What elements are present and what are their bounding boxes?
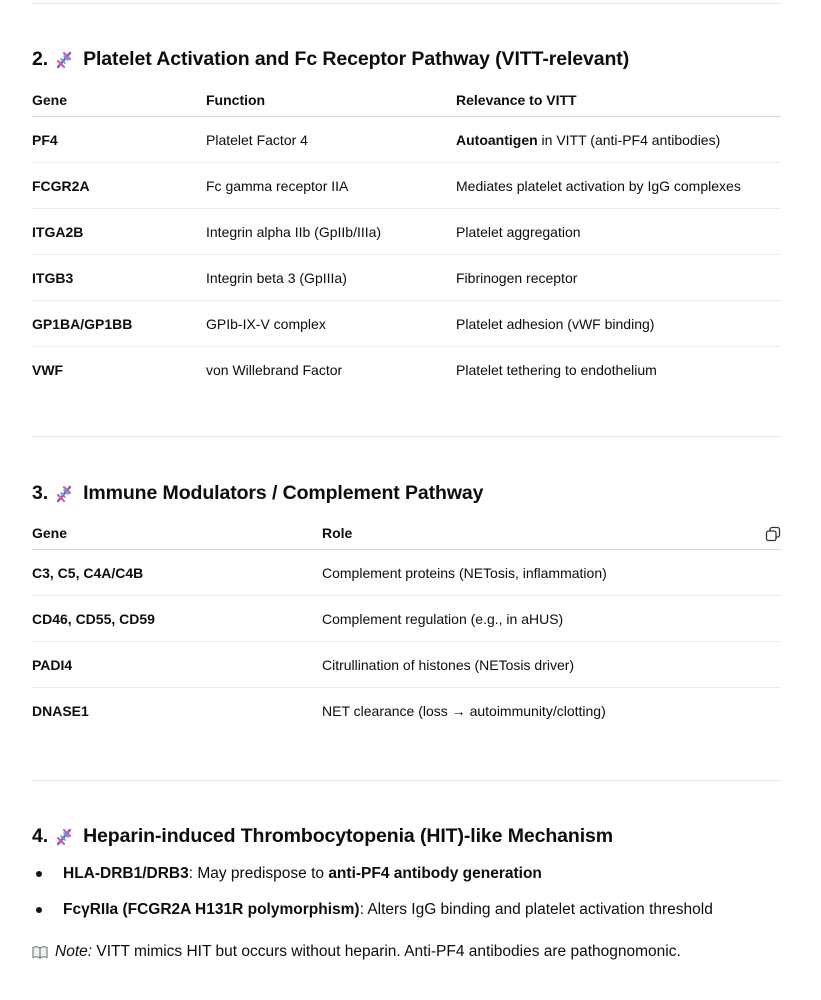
gene-cell: FCGR2A <box>32 163 206 209</box>
gene-cell: DNASE1 <box>32 702 89 719</box>
list-item-term: FcγRIIa (FCGR2A H131R polymorphism) <box>63 901 360 918</box>
divider-top <box>32 3 781 4</box>
table-row <box>32 596 781 642</box>
list-item <box>32 856 792 892</box>
column-header-gene: Gene <box>32 517 322 550</box>
column-header-gene: Gene <box>32 84 206 117</box>
list-item-text: : May predispose to <box>188 865 329 882</box>
table-header-row <box>32 517 781 550</box>
role-cell: Complement proteins (NETosis, inflammation) <box>322 550 781 596</box>
relevance-emphasis: Autoantigen <box>456 131 538 148</box>
column-header-role-label: Role <box>322 524 353 541</box>
section-4-heading <box>32 825 613 848</box>
relevance-cell: Platelet adhesion (vWF binding) <box>456 301 781 347</box>
table-row <box>32 550 781 596</box>
table-row <box>32 117 781 163</box>
role-cell: Complement regulation (e.g., in aHUS) <box>322 596 781 642</box>
book-icon <box>32 945 48 959</box>
divider-section-3 <box>32 436 781 437</box>
bullet-icon <box>36 907 42 913</box>
immune-modulators-table <box>32 517 781 733</box>
note-paragraph <box>32 940 681 964</box>
relevance-text: in VITT (anti-PF4 antibodies) <box>537 131 721 148</box>
section-2-heading <box>32 48 629 71</box>
gene-cell: C3, C5, C4A/C4B <box>32 550 322 596</box>
gene-cell: ITGA2B <box>32 209 206 255</box>
relevance-cell: Platelet tethering to endothelium <box>456 361 657 378</box>
section-3-number: 3. <box>32 482 49 504</box>
mechanism-list <box>32 856 792 928</box>
dna-icon <box>54 484 74 504</box>
gene-cell: GP1BA/GP1BB <box>32 301 206 347</box>
role-cell: Citrullination of histones (NETosis driver) <box>322 642 781 688</box>
note-label: Note: <box>55 943 93 960</box>
section-3-heading <box>32 482 483 505</box>
bullet-icon <box>36 871 42 877</box>
note-text: VITT mimics HIT but occurs without heparin. Anti-PF4 antibodies are pathognomonic. <box>92 943 681 960</box>
function-cell: Integrin alpha IIb (GpIIb/IIIa) <box>206 209 456 255</box>
table-row <box>32 642 781 688</box>
table-row <box>32 347 781 393</box>
gene-cell: ITGB3 <box>32 255 206 301</box>
list-item-emphasis: anti-PF4 antibody generation <box>328 865 542 882</box>
table-header-row <box>32 84 781 117</box>
table-row <box>32 301 781 347</box>
section-3-title: Immune Modulators / Complement Pathway <box>83 482 484 504</box>
list-item <box>32 892 792 928</box>
table-row <box>32 163 781 209</box>
section-2-number: 2. <box>32 48 49 70</box>
dna-icon <box>54 827 74 847</box>
relevance-cell: Platelet aggregation <box>456 209 781 255</box>
function-cell: von Willebrand Factor <box>206 361 343 378</box>
section-4-title: Heparin-induced Thrombocytopenia (HIT)-like Mechanism <box>83 825 614 847</box>
section-4-number: 4. <box>32 825 49 847</box>
table-row <box>32 688 781 734</box>
divider-section-4 <box>32 780 781 781</box>
copy-icon[interactable] <box>765 526 781 542</box>
dna-icon <box>54 50 74 70</box>
function-cell: Fc gamma receptor IIA <box>206 163 456 209</box>
role-cell: NET clearance (loss → autoimmunity/clotting) <box>322 702 606 719</box>
function-cell: Platelet Factor 4 <box>206 117 456 163</box>
section-2-title: Platelet Activation and Fc Receptor Pathway (VITT-relevant) <box>83 48 630 70</box>
list-item-text: : Alters IgG binding and platelet activation threshold <box>359 901 713 918</box>
function-cell: GPIb-IX-V complex <box>206 301 456 347</box>
function-cell: Integrin beta 3 (GpIIIa) <box>206 255 456 301</box>
platelet-pathway-table <box>32 84 781 392</box>
list-item-term: HLA-DRB1/DRB3 <box>63 865 189 882</box>
gene-cell: PF4 <box>32 117 206 163</box>
column-header-relevance: Relevance to VITT <box>456 84 781 117</box>
relevance-cell <box>456 117 781 163</box>
relevance-cell: Fibrinogen receptor <box>456 255 781 301</box>
gene-cell: VWF <box>32 361 64 378</box>
relevance-cell: Mediates platelet activation by IgG complexes <box>456 163 781 209</box>
table-row <box>32 255 781 301</box>
gene-cell: CD46, CD55, CD59 <box>32 596 322 642</box>
table-row <box>32 209 781 255</box>
gene-cell: PADI4 <box>32 642 322 688</box>
column-header-function: Function <box>206 84 456 117</box>
column-header-role <box>322 517 781 550</box>
